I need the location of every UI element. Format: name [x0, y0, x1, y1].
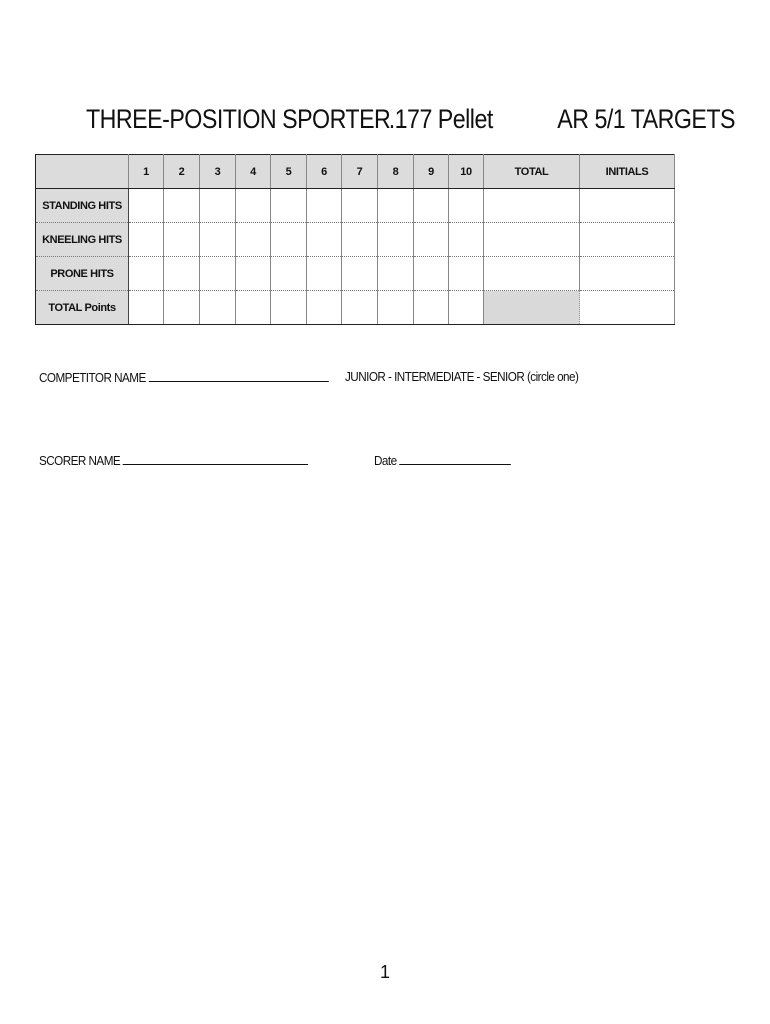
score-cell[interactable]	[236, 291, 271, 325]
initials-cell[interactable]	[580, 257, 675, 291]
score-cell[interactable]	[164, 223, 200, 257]
column-header: 2	[164, 155, 200, 189]
score-cell[interactable]	[414, 223, 449, 257]
score-cell[interactable]	[307, 223, 342, 257]
score-cell[interactable]	[378, 291, 414, 325]
scorer-line	[39, 452, 308, 468]
score-cell[interactable]	[129, 189, 164, 223]
column-header: 7	[342, 155, 378, 189]
header-corner	[36, 155, 129, 189]
row-label: KNEELING HITS	[36, 223, 129, 257]
column-header: 3	[200, 155, 236, 189]
score-cell[interactable]	[129, 257, 164, 291]
targets-title: AR 5/1 TARGETS	[557, 104, 736, 134]
competitor-line	[39, 369, 328, 385]
scorer-name-blank[interactable]	[123, 452, 308, 465]
score-sheet-title	[12, 104, 736, 144]
initials-cell[interactable]	[580, 189, 675, 223]
row-label: TOTAL Points	[36, 291, 129, 325]
score-cell[interactable]	[414, 291, 449, 325]
score-cell[interactable]	[164, 189, 200, 223]
score-cell[interactable]	[200, 223, 236, 257]
column-header: 8	[378, 155, 414, 189]
score-cell[interactable]	[378, 189, 414, 223]
score-cell[interactable]	[129, 291, 164, 325]
score-cell[interactable]	[449, 257, 484, 291]
score-cell[interactable]	[271, 291, 307, 325]
score-table	[35, 154, 675, 325]
column-header-total: TOTAL	[484, 155, 580, 189]
column-header: 1	[129, 155, 164, 189]
total-cell[interactable]	[484, 223, 580, 257]
score-cell[interactable]	[449, 291, 484, 325]
score-cell[interactable]	[414, 257, 449, 291]
table-row-kneeling	[36, 223, 675, 257]
score-cell[interactable]	[200, 291, 236, 325]
score-cell[interactable]	[236, 223, 271, 257]
table-row-total-points	[36, 291, 675, 325]
score-cell[interactable]	[307, 189, 342, 223]
row-label: STANDING HITS	[36, 189, 129, 223]
score-cell[interactable]	[236, 189, 271, 223]
total-cell[interactable]	[484, 189, 580, 223]
date-label: Date	[374, 453, 397, 468]
competitor-name-label: COMPETITOR NAME	[39, 370, 146, 385]
score-cell[interactable]	[342, 291, 378, 325]
column-header: 6	[307, 155, 342, 189]
column-header: 9	[414, 155, 449, 189]
score-cell[interactable]	[378, 223, 414, 257]
score-cell[interactable]	[271, 223, 307, 257]
scorer-name-label: SCORER NAME	[39, 453, 121, 468]
column-header: 4	[236, 155, 271, 189]
score-cell[interactable]	[164, 291, 200, 325]
caliber-title: .177 Pellet	[388, 104, 493, 134]
table-row-prone	[36, 257, 675, 291]
date-blank[interactable]	[399, 452, 511, 465]
column-header: 5	[271, 155, 307, 189]
row-label: PRONE HITS	[36, 257, 129, 291]
score-cell[interactable]	[271, 189, 307, 223]
competitor-class-options: JUNIOR - INTERMEDIATE - SENIOR (circle one)	[345, 369, 579, 384]
competitor-class	[345, 369, 578, 384]
score-cell[interactable]	[414, 189, 449, 223]
initials-cell[interactable]	[580, 223, 675, 257]
grand-total-cell-shaded	[484, 291, 580, 325]
column-header-initials: INITIALS	[580, 155, 675, 189]
competitor-name-blank[interactable]	[148, 369, 328, 382]
date-line	[374, 452, 511, 468]
score-cell[interactable]	[342, 189, 378, 223]
score-cell[interactable]	[378, 257, 414, 291]
score-cell[interactable]	[342, 223, 378, 257]
total-cell[interactable]	[484, 257, 580, 291]
score-cell[interactable]	[307, 257, 342, 291]
table-row-standing	[36, 189, 675, 223]
score-cell[interactable]	[129, 223, 164, 257]
column-header: 10	[449, 155, 484, 189]
page-number: 1	[379, 962, 390, 982]
initials-cell[interactable]	[580, 291, 675, 325]
score-cell[interactable]	[236, 257, 271, 291]
header-row	[36, 155, 675, 189]
score-cell[interactable]	[271, 257, 307, 291]
score-cell[interactable]	[164, 257, 200, 291]
score-cell[interactable]	[449, 189, 484, 223]
score-cell[interactable]	[449, 223, 484, 257]
score-cell[interactable]	[200, 189, 236, 223]
score-cell[interactable]	[200, 257, 236, 291]
event-title: THREE-POSITION SPORTER	[86, 104, 391, 134]
score-cell[interactable]	[307, 291, 342, 325]
score-cell[interactable]	[342, 257, 378, 291]
